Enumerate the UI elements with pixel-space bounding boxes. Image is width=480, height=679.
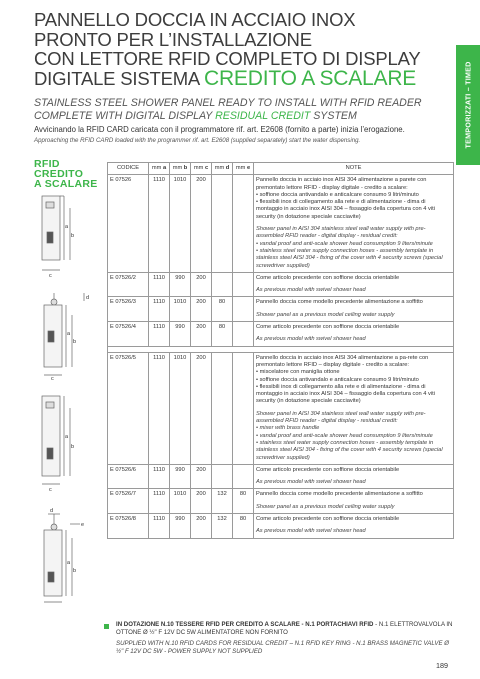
note-en: As previous model with swivel shower head [256, 336, 366, 343]
title-line-4 [34, 66, 434, 90]
note-en: Shower panel as a previous model ceiling water supply [256, 311, 395, 318]
dim-label-a-4: a [67, 560, 71, 566]
cell-c: 200 [191, 513, 212, 538]
cell-d [212, 272, 233, 297]
intro-english: Approaching the RFID CARD loaded with the programmer rif. art. E2608 (supplied separately) start the water dispensing. [34, 137, 361, 144]
col-header-mm-c [191, 163, 212, 175]
dim-label-b: b [71, 233, 75, 239]
cell-a: 1110 [149, 297, 170, 322]
cell-c: 200 [191, 297, 212, 322]
diagram-wall-panel [34, 190, 104, 282]
cell-d [212, 464, 233, 489]
cell-b: 1010 [170, 297, 191, 322]
col-header-mm-d [212, 163, 233, 175]
note-it: Come articolo precedente con soffione doccia orientabile [256, 324, 400, 331]
dim-label-c-3: c [49, 487, 52, 492]
cell-a: 1110 [149, 272, 170, 297]
cell-note [254, 489, 454, 514]
cell-d: 80 [212, 322, 233, 347]
cell-e [233, 352, 254, 464]
col-header-mm-c-prefix: mm [193, 165, 205, 171]
cell-a: 1110 [149, 322, 170, 347]
dim-label-c-2: c [51, 376, 54, 381]
intro-italian: Avvicinando la RFID CARD caricata con il programmatore rif. art. E2608 (fornito a parte) inizia l’erogazione. [34, 125, 405, 134]
cell-d [212, 352, 233, 464]
footnote [116, 621, 456, 655]
cell-e [233, 272, 254, 297]
cell-d: 80 [212, 297, 233, 322]
dim-label-c: c [49, 273, 52, 279]
note-it: Come articolo precedente con soffione doccia orientabile [256, 515, 400, 522]
table-row [108, 175, 454, 273]
diagram-mixer-panel [34, 392, 104, 492]
cell-b: 990 [170, 322, 191, 347]
cell-code: E 07526/6 [108, 464, 149, 489]
table-row [108, 513, 454, 538]
cell-b: 1010 [170, 175, 191, 273]
cell-c: 200 [191, 272, 212, 297]
cell-code: E 07526/7 [108, 489, 149, 514]
rfid-label-line-3: A SCALARE [34, 178, 98, 190]
col-header-mm-e-letter: e [246, 165, 251, 171]
col-header-note: NOTE [254, 163, 454, 175]
cell-e: 80 [233, 513, 254, 538]
note-it: • flessibili inox di collegamento alla rete e di alimentazione - dima di montaggio in acciaio inox AISI 304 – fissaggio della copertura con 4 viti security (in dotazione speciale cacciavite) [256, 383, 435, 405]
col-header-mm-a-letter: a [162, 165, 167, 171]
cell-a: 1110 [149, 513, 170, 538]
rfid-label-line-1: RFID [34, 158, 60, 170]
title-line-4-prefix: DIGITALE SISTEMA [34, 67, 204, 89]
note-it: Pannello doccia in acciaio inox AISI 304 alimentazione a pa-rete con premontato lettore RFID – display digitale - credito a scalare: [256, 354, 429, 368]
cell-e [233, 297, 254, 322]
col-header-mm-e-prefix: mm [235, 165, 247, 171]
table-row [108, 489, 454, 514]
cell-note [254, 272, 454, 297]
cell-c: 200 [191, 464, 212, 489]
note-it: • soffione doccia antivandalo e anticalcare consumo 9 litri/minuto [256, 376, 419, 383]
cell-a: 1110 [149, 489, 170, 514]
col-header-mm-b [170, 163, 191, 175]
note-it: Pannello doccia come modello precedente alimentazione a soffitto [256, 299, 423, 306]
subtitle-line-1: STAINLESS STEEL SHOWER PANEL READY TO INSTALL WITH RFID READER [34, 97, 422, 109]
cell-b: 990 [170, 272, 191, 297]
cell-b: 990 [170, 513, 191, 538]
table-row [108, 322, 454, 347]
note-en: • stainless steel water supply connection hoses - assembly template in stainless steel AISI 304 - fixing of the cover with 4 security screws (special screwdriver supplied) [256, 439, 443, 461]
cell-a: 1110 [149, 352, 170, 464]
table-row [108, 352, 454, 464]
dim-label-b-4: b [73, 568, 77, 574]
dim-label-d: d [86, 295, 90, 301]
cell-d [212, 175, 233, 273]
cell-d: 132 [212, 513, 233, 538]
subtitle-line-2 [34, 110, 454, 123]
dim-label-b-3: b [71, 444, 75, 450]
cell-code: E 07526 [108, 175, 149, 273]
dim-label-a-3: a [65, 434, 69, 440]
title-line-3: CON LETTORE RFID COMPLETO DI DISPLAY [34, 48, 421, 69]
note-en: • vandal proof and anti-scale shower head consumption 9 liters/minute [256, 432, 433, 439]
note-it: • flessibili inox di collegamento alla rete e di alimentazione - dima di montaggio in acciaio inox AISI 304 – fissaggio della copertura con 4 viti security (in dotazione speciale cacciavite) [256, 199, 435, 220]
dim-label-d-4: d [50, 508, 54, 514]
section-side-tab [456, 45, 480, 165]
table-row [108, 464, 454, 489]
cell-b: 990 [170, 464, 191, 489]
col-header-mm-c-letter: c [204, 165, 209, 171]
note-en: As previous model with swivel shower head [256, 287, 366, 294]
table-row [108, 272, 454, 297]
rfid-label [34, 159, 98, 189]
diagram-ceiling-mixer-panel [34, 506, 104, 606]
title-accent: CREDITO A SCALARE [204, 66, 417, 90]
title-line-2: PRONTO PER L’INSTALLAZIONE [34, 28, 312, 50]
cell-code: E 07526/2 [108, 272, 149, 297]
cell-code: E 07526/4 [108, 322, 149, 347]
note-it: • miscelatore con maniglia ottone [256, 369, 340, 376]
note-en: As previous model with swivel shower head [256, 528, 366, 535]
cell-note [254, 322, 454, 347]
rfid-label-line-2: CREDITO [34, 168, 84, 180]
cell-code: E 07526/8 [108, 513, 149, 538]
col-header-mm-e [233, 163, 254, 175]
note-it: Pannello doccia in acciaio inox AISI 304 alimentazione a parete con premontato lettore RFID - display digitale - credito a scalare: [256, 177, 427, 191]
cell-note [254, 297, 454, 322]
note-it: Pannello doccia come modello precedente alimentazione a soffitto [256, 491, 423, 498]
cell-e [233, 464, 254, 489]
footnote-italian-rest: - N.1 ELETTROVALVOLA IN OTTONE Ø ½" F 12V DC 5W ALIMENTATORE NON FORNITO [116, 621, 453, 636]
title-line-1: PANNELLO DOCCIA IN ACCIAIO INOX [34, 9, 356, 30]
dim-label-a-2: a [67, 331, 71, 337]
page-title [34, 10, 434, 88]
col-header-mm-a [149, 163, 170, 175]
subtitle-line-2-prefix: COMPLETE WITH DIGITAL DISPLAY [34, 109, 216, 122]
cell-note [254, 464, 454, 489]
note-en: Shower panel in AISI 304 stainless steel wall water supply with pre-assembled RFID reader - digital display - residual credit: [256, 410, 426, 425]
col-header-code: CODICE [108, 163, 149, 175]
footnote-italian [116, 621, 456, 636]
cell-note [254, 175, 454, 273]
note-en: • stainless steel water supply connection hoses - assembly template in stainless steel AISI 304 - fixing of the cover with 4 security screws (special screwdriver supplied) [256, 247, 443, 269]
note-en: Shower panel in AISI 304 stainless steel wall water supply with pre-assembled RFID reader - digital display - residual credit: [256, 226, 426, 240]
col-header-mm-b-prefix: mm [172, 165, 184, 171]
cell-b: 1010 [170, 352, 191, 464]
footnote-english: SUPPLIED WITH N.10 RFID CARDS FOR RESIDUAL CREDIT – N.1 RFID KEY RING - N.1 BRASS MAGNETIC VALVE Ø ½" F 12V DC 5W - POWER SUPPLY NOT SUPPLIED [116, 640, 449, 655]
dim-label-b-2: b [73, 339, 77, 345]
cell-code: E 07526/3 [108, 297, 149, 322]
col-header-mm-b-letter: b [183, 165, 188, 171]
footnote-bullet [104, 624, 109, 629]
side-tab-label: TEMPORIZZATI – TIMED [463, 61, 473, 149]
dim-label-e: e [81, 522, 85, 528]
col-header-mm-a-prefix: mm [151, 165, 163, 171]
spec-table [107, 162, 454, 539]
cell-c: 200 [191, 175, 212, 273]
cell-d: 132 [212, 489, 233, 514]
cell-e [233, 322, 254, 347]
note-en: As previous model with swivel shower head [256, 479, 366, 486]
note-en: Shower panel as a previous model ceiling water supply [256, 503, 395, 510]
col-header-mm-d-prefix: mm [214, 165, 226, 171]
dim-label-a: a [65, 224, 69, 230]
cell-note [254, 352, 454, 464]
cell-e [233, 175, 254, 273]
cell-note [254, 513, 454, 538]
cell-c: 200 [191, 352, 212, 464]
cell-e: 80 [233, 489, 254, 514]
note-it: Come articolo precedente con soffione doccia orientabile [256, 274, 400, 281]
note-it: Come articolo precedente con soffione doccia orientabile [256, 466, 400, 473]
footnote-italian-bold: IN DOTAZIONE N.10 TESSERE RFID PER CREDITO A SCALARE - N.1 PORTACHIAVI RFID [116, 621, 374, 628]
subtitle-accent: RESIDUAL CREDIT [215, 109, 311, 122]
cell-c: 200 [191, 322, 212, 347]
cell-a: 1110 [149, 464, 170, 489]
note-en: • mixer with brass handle [256, 425, 320, 432]
cell-a: 1110 [149, 175, 170, 273]
col-header-mm-d-letter: d [225, 165, 230, 171]
diagram-ceiling-panel [34, 291, 104, 381]
cell-b: 1010 [170, 489, 191, 514]
cell-c: 200 [191, 489, 212, 514]
table-row [108, 297, 454, 322]
note-en: • vandal proof and anti-scale shower head consumption 9 liters/minute [256, 240, 433, 247]
cell-code: E 07526/5 [108, 352, 149, 464]
subtitle-english [34, 97, 454, 122]
page-number: 189 [436, 661, 448, 670]
table-header-row [108, 163, 454, 175]
note-it: • soffione doccia antivandalo e anticalcare consumo 9 litri/minuto [256, 191, 419, 198]
subtitle-line-2-suffix: SYSTEM [310, 109, 357, 122]
